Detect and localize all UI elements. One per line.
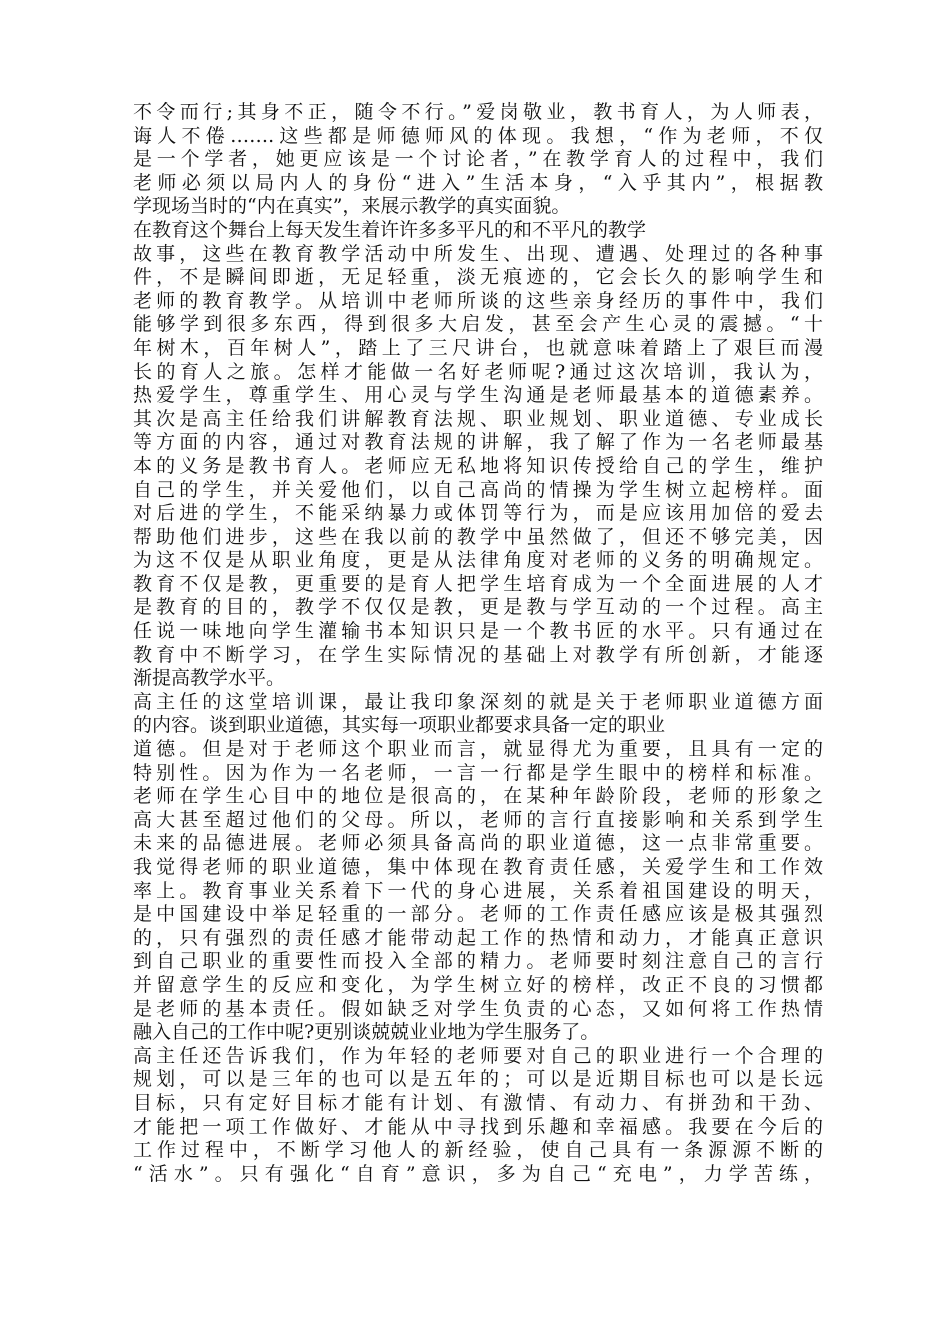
text-line: 渐提高教学水平。	[133, 667, 286, 690]
text-line: 我觉得老师的职业道德，集中体现在教育责任感，关爱学生和工作效	[133, 856, 823, 878]
text-line: 能够学到很多东西，得到很多大启发，甚至会产生心灵的震撼。“十	[133, 313, 823, 336]
text-line: 工作过程中，不断学习他人的新经验，使自己具有一条源源不断的	[133, 1139, 823, 1162]
text-line: 规划，可以是三年的也可以是五年的；可以是近期目标也可以是长远	[133, 1068, 823, 1091]
text-line: 学现场当时的“内在真实”，来展示教学的真实面貌。	[133, 195, 571, 218]
text-line: 到自己职业的重要性而投入全部的精力。老师要时刻注意自己的言行	[133, 950, 823, 973]
text-line: 的内容。谈到职业道德，其实每一项职业都要求具备一定的职业	[133, 714, 666, 737]
text-line: 老师必须以局内人的身份“进入”生活本身，“入乎其内”，根据教	[133, 171, 823, 194]
text-line: 为这不仅是从职业角度，更是从法律角度对老师的义务的明确规定。	[133, 549, 823, 572]
text-line: 故事，这些在教育教学活动中所发生、出现、遭遇、处理过的各种事	[133, 242, 823, 265]
text-line: 教育不仅是教，更重要的是育人把学生培育成为一个全面进展的人才	[133, 572, 823, 595]
text-line: 任说一味地向学生灌输书本知识只是一个教书匠的水平。只有通过在	[133, 620, 823, 643]
text-line: 本的义务是教书育人。老师应无私地将知识传授给自己的学生，维护	[133, 454, 823, 477]
text-line: 其次是高主任给我们讲解教育法规、职业规划、职业道德、专业成长	[133, 407, 823, 430]
text-line: 高主任还告诉我们，作为年轻的老师要对自己的职业进行一个合理的	[133, 1044, 823, 1067]
text-line: 的，只有强烈的责任感才能带动起工作的热情和动力，才能真正意识	[133, 926, 823, 949]
text-line: 并留意学生的反应和变化，为学生树立好的榜样，改正不良的习惯都	[133, 973, 823, 996]
text-line: 目标，只有定好目标才能有计划、有激情、有动力、有拼劲和干劲、	[133, 1091, 823, 1114]
text-line: 在教育这个舞台上每天发生着许许多多平凡的和不平凡的教学	[133, 218, 647, 241]
text-line: “活水”。只有强化“自育”意识，多为自己“充电”，力学苦练，	[133, 1162, 823, 1185]
text-line: 老师的教育教学。从培训中老师所谈的这些亲身经历的事件中，我们	[133, 289, 823, 312]
text-line: 件，不是瞬间即逝，无足轻重，淡无痕迹的，它会长久的影响学生和	[133, 266, 823, 289]
text-line: 诲人不倦…….这些都是师德师风的体现。我想，“作为老师，不仅	[133, 124, 823, 147]
text-line: 率上。教育事业关系着下一代的身心进展，关系着祖国建设的明天，	[133, 879, 823, 902]
body-text	[133, 101, 823, 1186]
text-line: 未来的品德进展。老师必须具备高尚的职业道德，这一点非常重要。	[133, 832, 823, 855]
text-line: 帮助他们进步，这些在我以前的教学中虽然做了，但还不够完美，因	[133, 525, 823, 548]
text-line: 不令而行;其身不正，随令不行。”爱岗敬业，教书育人，为人师表，	[133, 101, 823, 123]
text-line: 长的育人之旅。怎样才能做一名好老师呢?通过这次培训，我认为，	[133, 360, 823, 383]
text-line: 高主任的这堂培训课，最让我印象深刻的就是关于老师职业道德方面	[133, 690, 823, 713]
text-line: 老师在学生心目中的地位是很高的，在某种年龄阶段，老师的形象之	[133, 785, 823, 808]
text-line: 才能把一项工作做好、才能从中寻找到乐趣和幸福感。我要在今后的	[133, 1115, 823, 1138]
text-line: 融入自己的工作中呢?更别谈兢兢业业地为学生服务了。	[133, 1021, 600, 1044]
text-line: 道德。但是对于老师这个职业而言，就显得尤为重要，且具有一定的	[133, 738, 823, 761]
text-line: 等方面的内容，通过对教育法规的讲解，我了解了作为一名老师最基	[133, 431, 823, 454]
text-line: 是一个学者，她更应该是一个讨论者，”在教学育人的过程中，我们	[133, 148, 823, 171]
text-line: 是老师的基本责任。假如缺乏对学生负责的心态，又如何将工作热情	[133, 997, 823, 1020]
text-line: 对后进的学生，不能采纳暴力或体罚等行为，而是应该用加倍的爱去	[133, 502, 823, 525]
text-line: 是中国建设中举足轻重的一部分。老师的工作责任感应该是极其强烈	[133, 903, 823, 926]
text-line: 自己的学生，并关爱他们，以自己高尚的情操为学生树立起榜样。面	[133, 478, 823, 501]
text-line: 是教育的目的，教学不仅仅是教，更是教与学互动的一个过程。高主	[133, 596, 823, 619]
text-line: 热爱学生，尊重学生、用心灵与学生沟通是老师最基本的道德素养。	[133, 384, 823, 407]
text-line: 特别性。因为作为一名老师，一言一行都是学生眼中的榜样和标准。	[133, 761, 823, 784]
text-line: 高大甚至超过他们的父母。所以，老师的言行直接影响和关系到学生	[133, 808, 823, 831]
text-line: 年树木，百年树人”，踏上了三尺讲台，也就意味着踏上了艰巨而漫	[133, 336, 823, 359]
text-line: 教育中不断学习，在学生实际情况的基础上对教学有所创新，才能逐	[133, 643, 823, 666]
